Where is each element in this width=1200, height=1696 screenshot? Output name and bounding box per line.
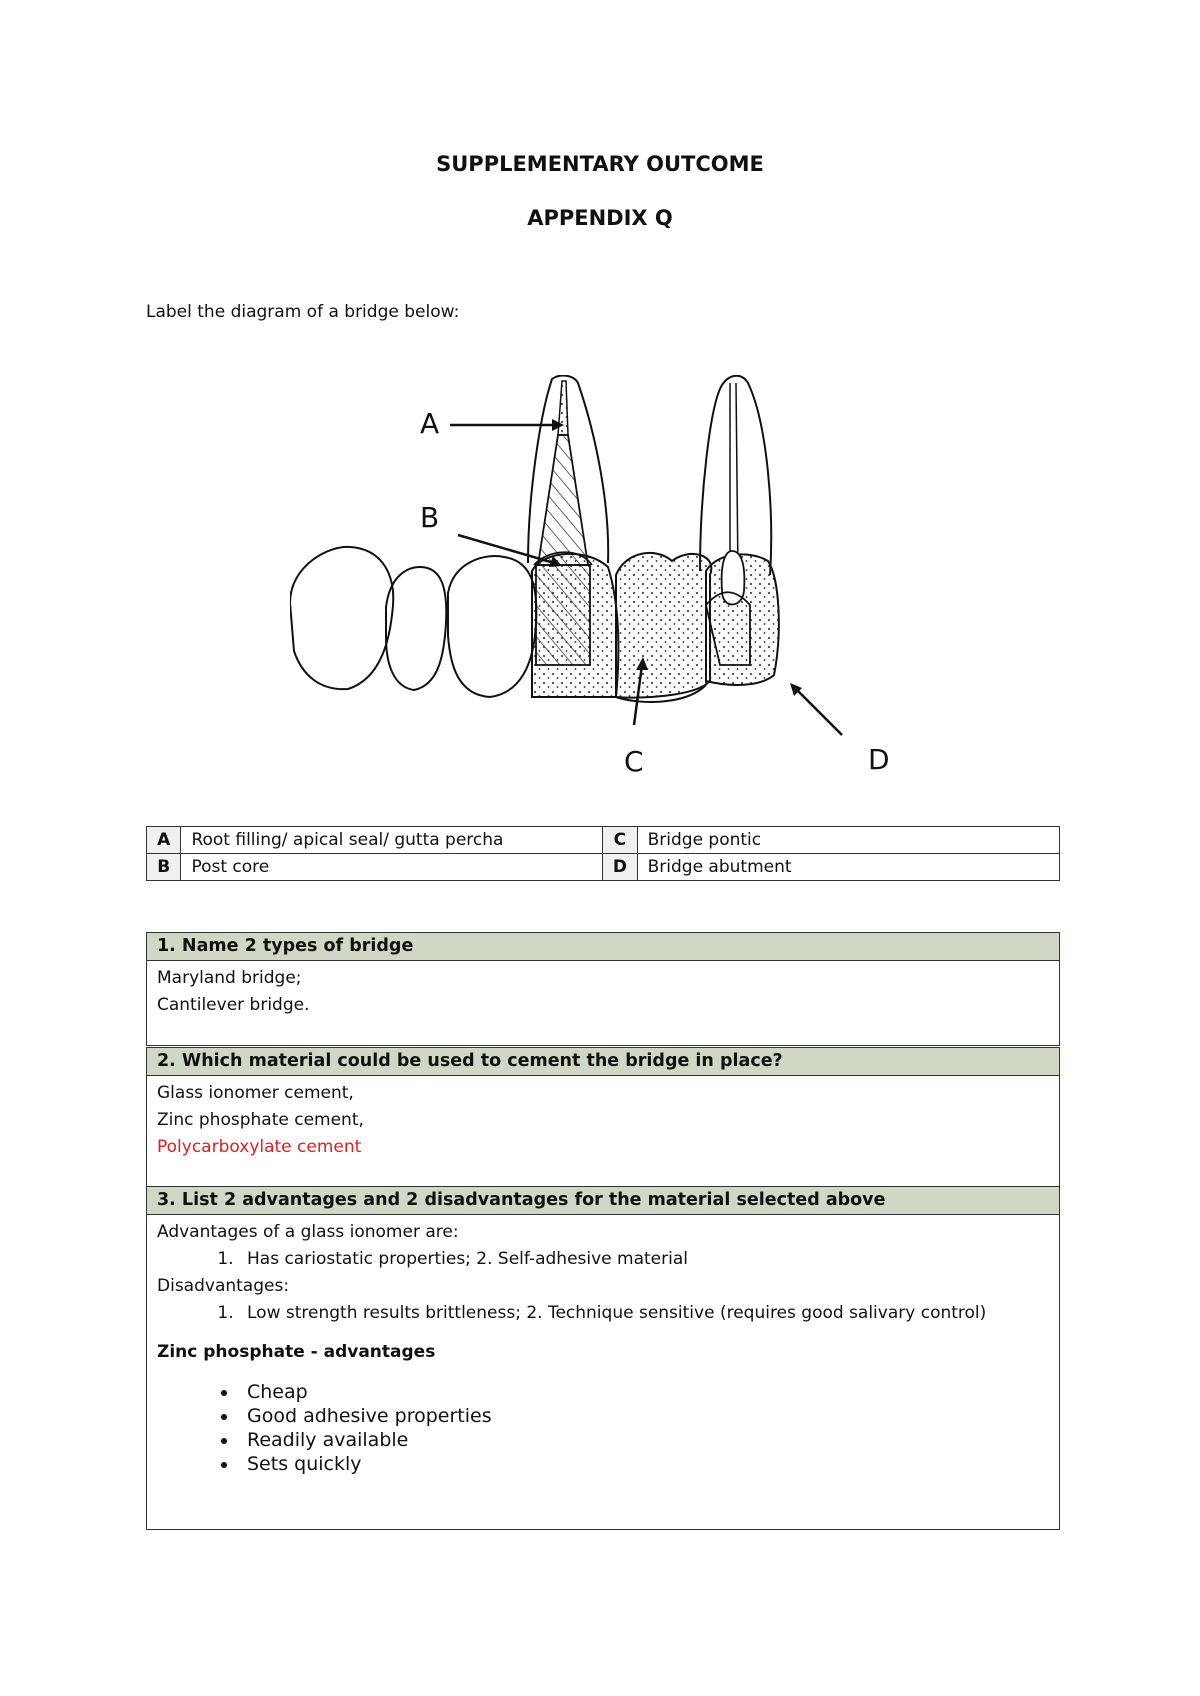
label-value: Root filling/ apical seal/ gutta percha: [181, 827, 603, 854]
label-value: Bridge pontic: [637, 827, 1059, 854]
zinc-phosphate-list: [157, 1380, 1049, 1476]
table-row: [147, 827, 1060, 854]
label-key: A: [147, 827, 181, 854]
advantages-item: 1. Has cariostatic properties; 2. Self-adhesive material: [239, 1246, 1049, 1273]
question-3-box: [146, 1186, 1060, 1530]
diagram-label-b: B: [420, 501, 440, 534]
page-subtitle: APPENDIX Q: [527, 206, 673, 230]
bridge-pontic: [616, 553, 711, 698]
diagram-label-d: D: [868, 743, 890, 776]
list-item: • Readily available: [239, 1428, 1049, 1452]
bridge-diagram: [290, 375, 930, 785]
answer-line-highlighted: Polycarboxylate cement: [157, 1137, 362, 1157]
advantages-intro: Advantages of a glass ionomer are:: [157, 1222, 459, 1242]
instruction-text: Label the diagram of a bridge below:: [146, 302, 460, 322]
list-item: • Good adhesive properties: [239, 1404, 1049, 1428]
diagram-label-a: A: [420, 407, 440, 440]
label-answer-table: [146, 826, 1060, 881]
question-1-box: [146, 932, 1060, 1046]
post-core: [538, 435, 588, 565]
natural-tooth-1: [290, 547, 393, 689]
natural-tooth-3: [448, 556, 536, 697]
question-2-box: [146, 1047, 1060, 1187]
label-key: D: [603, 854, 637, 881]
question-3-heading: 3. List 2 advantages and 2 disadvantages for the material selected above: [147, 1187, 1059, 1215]
question-2-heading: 2. Which material could be used to cement the bridge in place?: [147, 1048, 1059, 1076]
label-key: C: [603, 827, 637, 854]
answer-line: Zinc phosphate cement,: [157, 1110, 364, 1130]
list-item: • Cheap: [239, 1380, 1049, 1404]
disadvantages-intro: Disadvantages:: [157, 1276, 290, 1296]
disadvantages-item: 1. Low strength results brittleness; 2. Technique sensitive (requires good salivary control): [239, 1300, 1049, 1327]
table-row: [147, 854, 1060, 881]
answer-line: Glass ionomer cement,: [157, 1083, 354, 1103]
diagram-label-c: C: [624, 745, 644, 778]
answer-line: Cantilever bridge.: [157, 995, 310, 1015]
page-title: SUPPLEMENTARY OUTCOME: [436, 152, 764, 176]
label-key: B: [147, 854, 181, 881]
natural-tooth-2: [386, 567, 446, 690]
answer-line: Maryland bridge;: [157, 968, 302, 988]
label-value: Bridge abutment: [637, 854, 1059, 881]
question-1-heading: 1. Name 2 types of bridge: [147, 933, 1059, 961]
label-value: Post core: [181, 854, 603, 881]
zinc-phosphate-heading: Zinc phosphate - advantages: [157, 1342, 436, 1362]
list-item: • Sets quickly: [239, 1452, 1049, 1476]
